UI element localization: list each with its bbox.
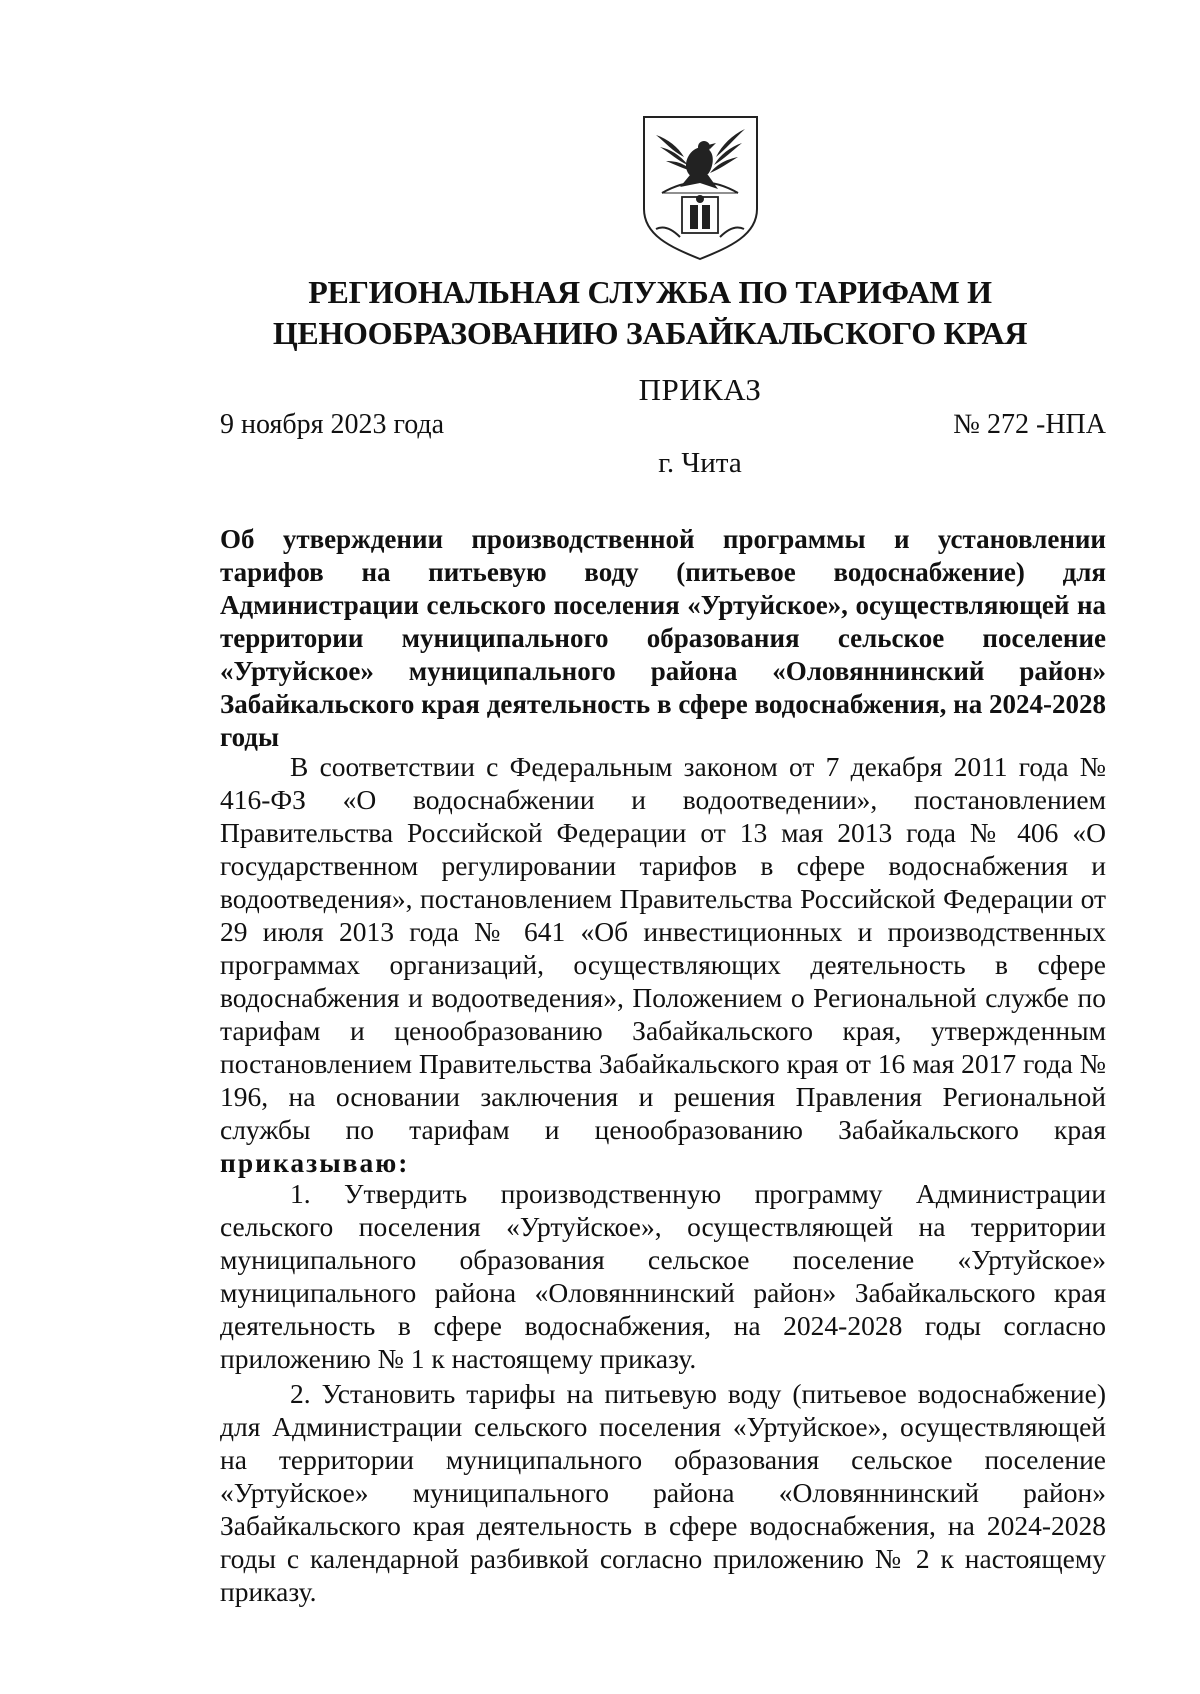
coat-of-arms-icon	[638, 113, 763, 261]
document-subject: Об утверждении производственной программы и установлении тарифов на питьевую воду (питьевое водоснабжение) для Администрации сельского поселения «Уртуйское», осуществляющей на территории муниципального образования сельское поселение «Уртуйское» муниципального района «Оловяннинский район» Забайкальского края деятельность в сфере водоснабжения, на 2024-2028 годы	[220, 524, 1106, 752]
order-items-list	[220, 1177, 1106, 1610]
preamble-text: В соответствии с Федеральным законом от 7 декабря 2011 года № 416-ФЗ «О водоснабжении и водоотведении», постановлением Правительства Российской Федерации от 13 мая 2013 года № 406 «О государственном регулировании тарифов в сфере водоснабжения и водоотведения», постановлением Правительства Российской Федерации от 29 июля 2013 года № 641 «Об инвестиционных и производственных программах организаций, осуществляющих деятельность в сфере водоснабжения и водоотведения», Положением о Региональной службе по тарифам и ценообразованию Забайкальского края, утвержденным постановлением Правительства Забайкальского края от 16 мая 2017 года № 196, на основании заключения и решения Правления Региональной службы по тарифам и ценообразованию Забайкальского края	[220, 751, 1106, 1145]
order-word: приказываю:	[220, 1147, 410, 1178]
preamble-paragraph	[220, 750, 1106, 1179]
document-date: 9 ноября 2023 года	[220, 409, 445, 440]
order-item-2: 2. Установить тарифы на питьевую воду (питьевое водоснабжение) для Администрации сельского поселения «Уртуйское», осуществляющей на территории муниципального образования сельское поселение «Уртуйское» муниципального района «Оловяннинский район» Забайкальского края деятельность в сфере водоснабжения, на 2024-2028 годы с календарной разбивкой согласно приложению № 2 к настоящему приказу.	[220, 1378, 1106, 1607]
organization-title: РЕГИОНАЛЬНАЯ СЛУЖБА ПО ТАРИФАМ И ЦЕНООБРАЗОВАНИЮ ЗАБАЙКАЛЬСКОГО КРАЯ	[272, 274, 1028, 351]
document-city: г. Чита	[658, 447, 742, 479]
document-type: ПРИКАЗ	[638, 372, 762, 407]
document-number: № 272 -НПА	[953, 409, 1106, 440]
order-item-1: 1. Утвердить производственную программу Администрации сельского поселения «Уртуйское», осуществляющей на территории муниципального образования сельское поселение «Уртуйское» муниципального района «Оловяннинский район» Забайкальского края деятельность в сфере водоснабжения, на 2024-2028 годы согласно приложению № 1 к настоящему приказу.	[220, 1178, 1106, 1374]
